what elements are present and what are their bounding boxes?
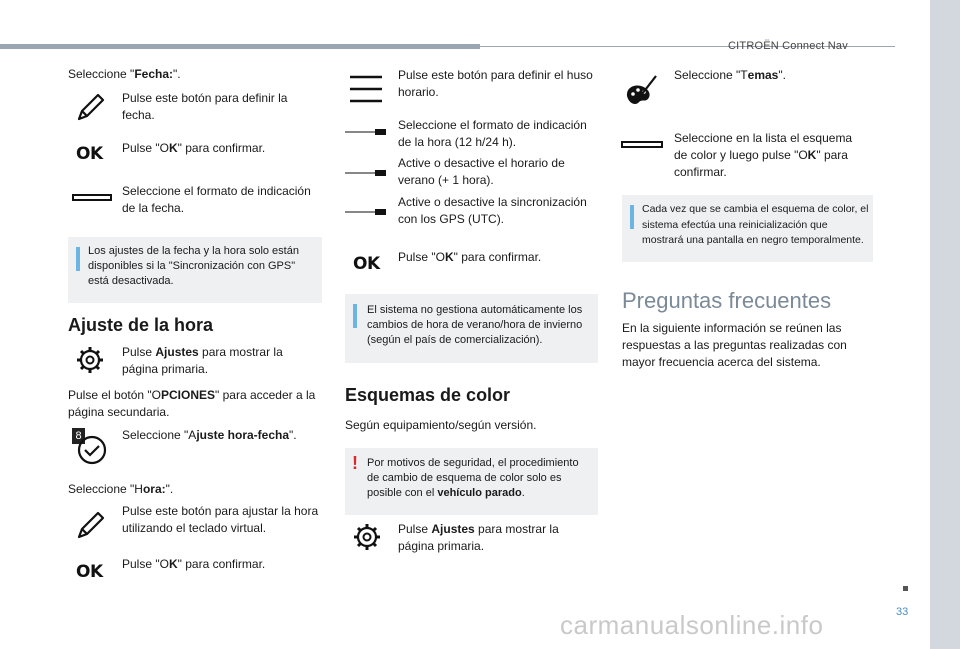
format-selector-icon[interactable] <box>72 194 112 201</box>
toggle-icon[interactable] <box>345 208 387 216</box>
warning-icon: ! <box>352 453 358 473</box>
options-instruction: Pulse el botón "OPCIONES" para acceder a la página secundaria. <box>68 388 316 419</box>
scheme-list-text: Seleccione en la lista el esquema de color y luego pulse "OK" para confirmar. <box>674 131 853 179</box>
toggle-icon[interactable] <box>345 169 387 177</box>
gear-icon[interactable] <box>353 523 381 551</box>
select-date-instruction: Seleccione "Fecha:". <box>68 67 181 81</box>
timezone-text: Pulse este botón para definir el huso horario. <box>398 68 593 99</box>
page-edge-band <box>930 0 960 649</box>
ok-confirm-text-2: Pulse "OK" para confirmar. <box>122 557 266 571</box>
header-rule <box>0 44 480 49</box>
list-selector-icon[interactable] <box>621 141 663 148</box>
equipment-text: Según equipamiento/según versión. <box>345 418 537 432</box>
faq-heading: Preguntas frecuentes <box>622 288 832 313</box>
info-bar-icon <box>76 247 80 271</box>
watermark: carmanualsonline.info <box>560 610 824 640</box>
hour-format-text: Seleccione el formato de indicación de la hora (12 h/24 h). <box>398 118 587 149</box>
toggle-icon[interactable] <box>345 128 387 136</box>
ok-confirm-text-3: Pulse "OK" para confirmar. <box>398 250 542 264</box>
clock-icon[interactable] <box>76 434 108 466</box>
page-number: 33 <box>896 606 909 618</box>
info-bar-icon <box>353 304 357 328</box>
themes-text: Seleccione "Temas". <box>674 68 786 82</box>
section-heading-time: Ajuste de la hora <box>68 315 214 335</box>
pencil-time-text: Pulse este botón para ajustar la hora utilizando el teclado virtual. <box>122 504 319 535</box>
select-hour-instruction: Seleccione "Hora:". <box>68 482 174 496</box>
date-format-text: Seleccione el formato de indicación de la fecha. <box>122 184 311 215</box>
gps-sync-text: Active o desactive la sincronización con los GPS (UTC). <box>398 195 587 226</box>
menu-icon[interactable] <box>348 74 384 104</box>
info-note: Los ajustes de la fecha y la hora solo están disponibles si la "Sincronización con GPS" está desactivada. <box>68 237 322 303</box>
palette-icon[interactable] <box>622 74 660 110</box>
pencil-date-text: Pulse este botón para definir la fecha. <box>122 91 288 122</box>
ok-confirm-text: Pulse "OK" para confirmar. <box>122 141 266 155</box>
info-note-3: Cada vez que se cambia el esquema de color, el sistema efectúa una reinicialización que mostrará una pantalla en negro temporalmente. <box>622 195 873 262</box>
info-note-2: El sistema no gestiona automáticamente los cambios de hora de verano/hora de invierno (según el país de comercialización). <box>345 294 598 363</box>
step-badge: 8 <box>72 428 85 444</box>
warning-note: ! Por motivos de seguridad, el procedimiento de cambio de esquema de color solo es posible con el vehículo parado. <box>345 448 598 515</box>
faq-intro-text: En la siguiente información se reúnen las respuestas a las preguntas realizadas con mayor frecuencia acerca del sistema. <box>622 321 847 369</box>
clock-select-text: Seleccione "Ajuste hora-fecha". <box>122 428 297 442</box>
brand-title: CITROËN Connect Nav <box>728 40 848 52</box>
settings-text-2: Pulse Ajustes para mostrar la página primaria. <box>398 522 559 553</box>
ok-button-3[interactable]: OK <box>353 254 380 274</box>
pencil-icon[interactable] <box>76 92 106 122</box>
summer-time-text: Active o desactive el horario de verano (+ 1 hora). <box>398 156 565 187</box>
continuation-marker <box>903 586 908 591</box>
gear-icon[interactable] <box>76 346 104 374</box>
section-heading-color: Esquemas de color <box>345 385 511 405</box>
settings-text: Pulse Ajustes para mostrar la página primaria. <box>122 345 283 376</box>
pencil-icon-2[interactable] <box>76 510 106 540</box>
ok-button[interactable]: OK <box>76 144 103 164</box>
info-bar-icon <box>630 205 634 229</box>
ok-button-2[interactable]: OK <box>76 562 103 582</box>
